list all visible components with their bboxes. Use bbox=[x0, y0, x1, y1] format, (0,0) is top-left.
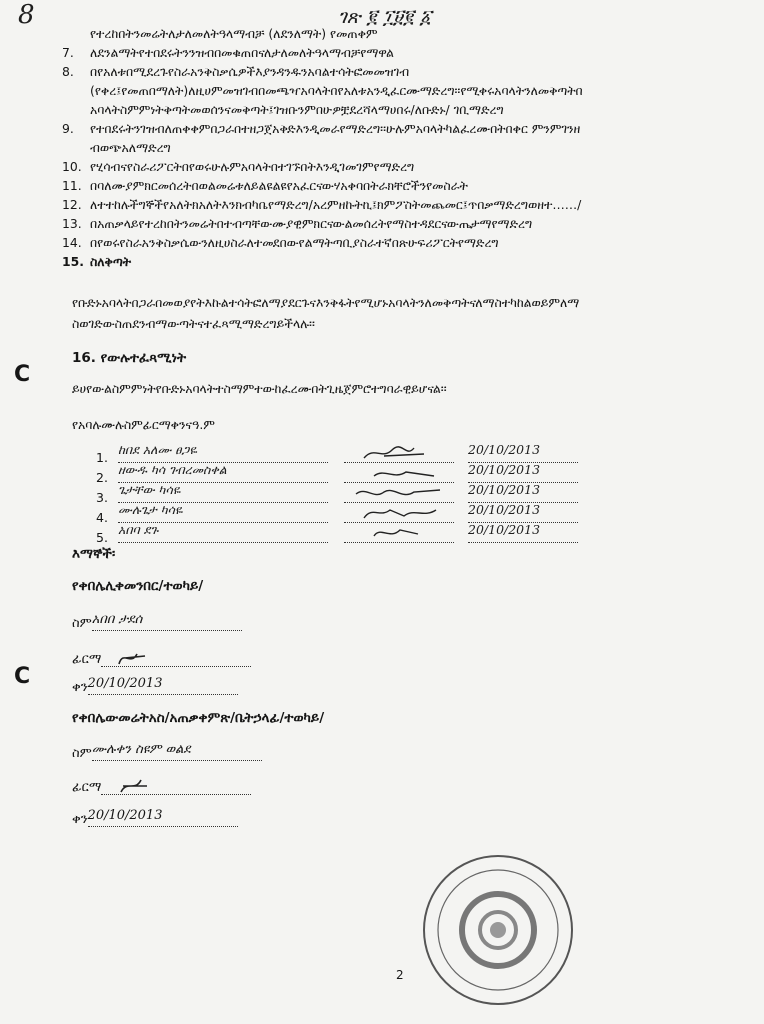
clauses-list bbox=[62, 24, 722, 271]
clause-item: (የቀረ፤የመጠበማለት)ለዚሀምመዝገብበመጫዣአባላትበየአለቱአንዲፈርሙማድረግ፡፡የሚቀሩአባላትንለመቅጣትበ bbox=[90, 83, 583, 98]
office-signature bbox=[101, 776, 251, 795]
member-signature bbox=[344, 524, 454, 543]
clause-item: 14. በየወሩየስራአንቅስቃሴውንለዚሀስራለተመደበውየልማትጣቢያስራተኛበጽሁፍሪፖርትየማድረግ bbox=[62, 235, 499, 250]
clause-item: 13. በአጠቃላይየተረከበትንመሬትበተብጣቸውሙያዊምክርናውልመሰረትየማስተዳደርናውጤታማየማድረግ bbox=[62, 216, 533, 231]
member-signature bbox=[344, 464, 454, 483]
clause-item: 10. የሂሳብናየስራሪፖርትበየወሩሁሉምአባላትበተገኙበትእንዲገመገምየማድረግ bbox=[62, 159, 415, 174]
clause-item: 9. የተበደሩትንገዝብለጠቀቀምበጋራበተዘጋጀአቅድእንዲመራየማድረግ፡፡ሁሉምአባላትካልፈረሙበትበቀር ምንምገንዘ bbox=[62, 121, 581, 136]
member-signature bbox=[344, 484, 454, 503]
member-signature bbox=[344, 444, 454, 463]
member-date: 20/10/2013 bbox=[468, 462, 578, 483]
clause-item: 8. በየአለቱበሚደረጉየስራአንቅስቃሴዎችእያንዳንዱንአባልተሳትፎመመዝገብ bbox=[62, 64, 410, 79]
penalty-line: ስወገድውስጠደንብማውጣትናተፈጻሚማድረግይችላሉ፡፡ bbox=[72, 316, 315, 331]
receiver-name-field: ስምአበበ ታደሰ bbox=[72, 612, 242, 631]
member-date: 20/10/2013 bbox=[468, 442, 578, 463]
clause-item: የተረከበትንመሬትለታለመለትዓላማብቻ (ለደንለማት) የመጠቀም bbox=[90, 26, 378, 41]
clause-item: አባላትስምምነትቅጣትመወሰንናመቅጣት፤ገዝቡንምበሁዎቿደረሻላማሀበሩ/ለቡድኑ/ ገቢማድረግ bbox=[90, 102, 504, 117]
punch-hole-mark: C bbox=[14, 664, 31, 689]
witnesses-heading: እማኞች፡ bbox=[72, 546, 116, 562]
corner-handwritten-mark: 8 bbox=[18, 0, 35, 30]
member-name: አበባ ደጉ bbox=[118, 522, 328, 543]
receiver-date: 20/10/2013 bbox=[88, 676, 238, 695]
member-row: 3. ጌታቸው ካሳዬ 20/10/2013 bbox=[96, 490, 696, 508]
member-name: ዘውዱ ካሳ ገብረመስቀል bbox=[118, 462, 328, 483]
member-name: ጌታቸው ካሳዬ bbox=[118, 482, 328, 503]
office-sign-field: ፊርማ bbox=[72, 776, 251, 795]
member-row: 2. ዘውዱ ካሳ ገብረመስቀል 20/10/2013 bbox=[96, 470, 696, 488]
member-date: 20/10/2013 bbox=[468, 502, 578, 523]
member-name: ከበደ አለሙ ፀጋዬ bbox=[118, 442, 328, 463]
clause-item: 12. ለተተከሉችግኞችየአለትክአለትእንክብካቤየማድረግ/አረምዘኩትኪ፤ክምፖስትመጨመር፤ጥበቃማድረግወዘተ……/ bbox=[62, 197, 582, 212]
office-date-field: ቀን20/10/2013 bbox=[72, 808, 238, 827]
clause-item: ብወጭአለማድረግ bbox=[90, 140, 171, 155]
member-row: 5. አበባ ደጉ 20/10/2013 bbox=[96, 530, 696, 548]
receiver-name: አበበ ታደሰ bbox=[92, 612, 242, 631]
receiver-heading: የቀበሌሊቀመንበር/ተወካይ/ bbox=[72, 578, 204, 594]
page-number: 2 bbox=[396, 968, 404, 982]
member-name: ሙሉጌታ ካሳዬ bbox=[118, 502, 328, 523]
official-stamp bbox=[418, 850, 578, 1010]
clause-item: 11. በባለሙያምክርመሰረትበወልመሬቱለይልዩልዩየአፈርናውሃአቀባበትራክቸሮችንየመስራት bbox=[62, 178, 468, 193]
penalty-line: የቡድኑአባላትበጋራበመወያየትእኩልተሳትፎለማያደርጉናእንቅፋትየሚሆኑአባላትንለመቅጣትናለማስተካከልወይምለማ bbox=[72, 295, 580, 310]
member-date: 20/10/2013 bbox=[468, 522, 578, 543]
clause-item: 7. ለደንልማትየተበደሩትንንዝብበመቁጠበናለታለመለትዓላማብቻየማዋል bbox=[62, 45, 394, 60]
member-row: 1. ከበደ አለሙ ፀጋዬ 20/10/2013 bbox=[96, 450, 696, 468]
receiver-signature bbox=[101, 648, 251, 667]
validity-text: ይሀየውልስምምነትየቡድኑአባላትተስማምተውከፈረሙበትጊዜጀምሮተግባራዊይሆናል፡፡ bbox=[72, 381, 447, 396]
office-name-field: ስምሙሉቀን ስዩም ወልደ bbox=[72, 742, 262, 761]
members-intro: የአባሉሙሉስምፊርማቀንናዓ.ም bbox=[72, 417, 215, 432]
punch-hole-mark: C bbox=[14, 362, 31, 387]
member-date: 20/10/2013 bbox=[468, 482, 578, 503]
penalty-paragraph bbox=[72, 292, 732, 334]
member-row: 4. ሙሉጌታ ካሳዬ 20/10/2013 bbox=[96, 510, 696, 528]
member-signature bbox=[344, 504, 454, 523]
office-date: 20/10/2013 bbox=[88, 808, 238, 827]
receiver-date-field: ቀን20/10/2013 bbox=[72, 676, 238, 695]
office-heading: የቀበሌውመሬትአስ/አጠቃቀምጽ/ቤትኃላፊ/ተወካይ/ bbox=[72, 710, 325, 726]
office-name: ሙሉቀን ስዩም ወልደ bbox=[92, 742, 262, 761]
clause-item: 15. ስለቅጣት bbox=[62, 254, 132, 269]
validity-heading: 16. የውሉተፈጻሚነት bbox=[72, 350, 187, 366]
top-handwritten-note: ገጽ ፪ ፲፱፪ ፩ bbox=[338, 6, 432, 28]
receiver-sign-field: ፊርማ bbox=[72, 648, 251, 667]
